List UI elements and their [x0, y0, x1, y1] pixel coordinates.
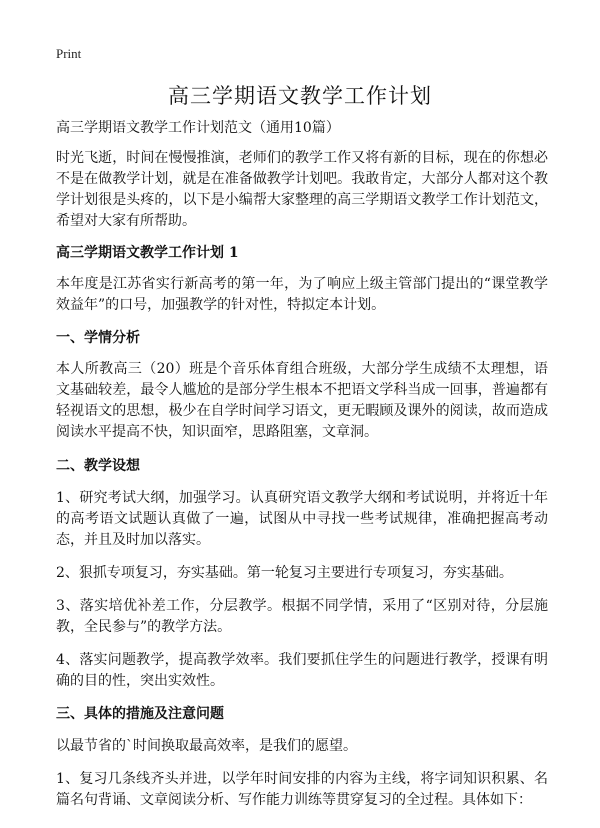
plan-intro-paragraph: 本年度是江苏省实行新高考的第一年，为了响应上级主管部门提出的“课堂教学效益年”的口号，加强教学的针对性，特拟定本计划。 [56, 276, 548, 313]
measures-intro-paragraph: 以最节省的`时间换取最高效率，是我们的愿望。 [56, 738, 357, 754]
list-item: 4、落实问题教学，提高教学效率。我们要抓住学生的问题进行教学，授课有明确的目的性，突出实效性。 [56, 652, 548, 689]
plan-heading: 高三学期语文教学工作计划 1 [56, 245, 239, 261]
section-heading-plan: 二、教学设想 [56, 458, 140, 474]
print-link[interactable]: Print [56, 46, 82, 61]
page-title: 高三学期语文教学工作计划 [168, 84, 432, 108]
section-heading-measures: 三、具体的措施及注意问题 [56, 706, 224, 722]
document-body [56, 118, 548, 811]
intro-paragraph: 时光飞逝，时间在慢慢推演，老师们的教学工作又将有新的目标，现在的你想必不是在做教学计划，就是在准备做教学计划吧。我敢肯定，大部分人都对这个教学计划很是头疼的，以下是小编帮大家整理的高三学期语文教学工作计划范文，希望对大家有所帮助。 [56, 150, 548, 229]
list-item: 2、狠抓专项复习，夯实基础。第一轮复习主要进行专项复习，夯实基础。 [56, 565, 513, 581]
document-subtitle: 高三学期语文教学工作计划范文（通用10篇） [56, 120, 340, 136]
list-item: 3、落实培优补差工作，分层教学。根据不同学情，采用了“区别对待，分层施教，全民参与”的教学方法。 [56, 598, 548, 635]
section-heading-analysis: 一、学情分析 [56, 330, 140, 346]
analysis-paragraph: 本人所教高三（20）班是个音乐体育组合班级，大部分学生成绩不太理想，语文基础较差，最令人尴尬的是部分学生根本不把语文学科当成一回事，普遍都有轻视语文的思想，极少在自学时间学习语文，更无暇顾及课外的阅读，故而造成阅读水平提高不快，知识面窄，思路阻塞，文章洞。 [56, 361, 548, 440]
list-item: 1、研究考试大纲，加强学习。认真研究语文教学大纲和考试说明，并将近十年的高考语文试题认真做了一遍，试图从中寻找一些考试规律，准确把握高考动态，并且及时加以落实。 [56, 490, 548, 548]
list-item: 1、复习几条线齐头并进，以学年时间安排的内容为主线，将字词知识积累、名篇名句背诵、文章阅读分析、写作能力训练等贯穿复习的全过程。具体如下： [56, 771, 548, 808]
